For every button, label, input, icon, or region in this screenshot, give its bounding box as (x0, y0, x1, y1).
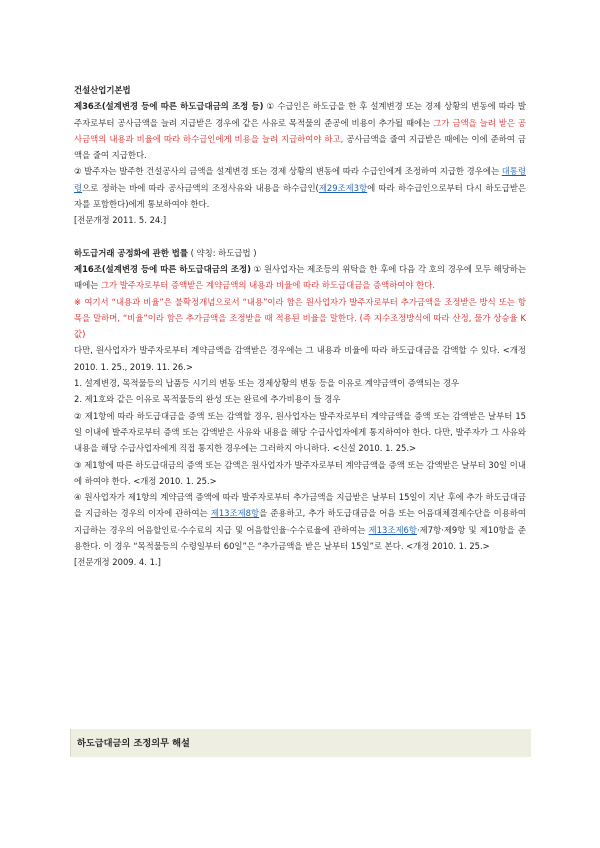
list-item: 2. 제1호와 같은 이유로 목적물등의 완성 또는 완료에 추가비용이 들 경우 (74, 394, 341, 405)
law-title-construction: 건설산업기본법 (74, 85, 131, 95)
section-title: 하도급대금의 조정의무 해설 (77, 738, 190, 749)
explanatory-note: ※ 여기서 “내용과 비율”은 불확정개념으로서 “내용”이라 함은 원사업자가 발주자로부터 추가금액을 조정받은 방식 또는 항목을 말하며, “비율”이라 함은 추가금액을 조정받을 때 적용된 비율을 말한다. (즉 지수조정방식에 따라 산정, 물가 상승율 K값) (74, 296, 526, 340)
article-16-paragraph-1: 제16조(설계변경 등에 따른 하도급대금의 조정) ① 원사업자는 제조등의 위탁을 한 후에 다음 각 호의 경우에 모두 해당하는 때에는 그가 발주자로부터 증액받은 계약금액의 내용과 비율에 따라 하도급대금을 증액하여야 한다. (74, 263, 526, 291)
list-item: 1. 설계변경, 목적물등의 납품등 시기의 변동 또는 경제상황의 변동 등을 이유로 계약금액이 증액되는 경우 (74, 378, 460, 389)
revision-note: [전문개정 2009. 4. 1.] (74, 557, 161, 568)
document-body (74, 82, 526, 571)
article-16-proviso: 다만, 원사업자가 발주자로부터 계약금액을 감액받은 경우에는 그 내용과 비율에 따라 하도급대금을 감액할 수 있다. <개정 2010. 1. 25., 2019. 11. 26.> (74, 345, 526, 372)
article-13-6-link[interactable]: 제13조제6항 (368, 524, 417, 535)
article-36-paragraph-2: ② 발주자는 발주한 건설공사의 금액을 설계변경 또는 경제 상황의 변동에 따라 수급인에게 조정하여 지급한 경우에는 대통령령으로 정하는 바에 따라 공사금액의 조정사유와 내용을 하수급인(제29조제3항에 따라 하수급인으로부터 다시 하도급받은 자를 포함한다)에게 통보하여야 한다. (74, 166, 526, 210)
article-16-paragraph-3: ③ 제1항에 따른 하도급대금의 증액 또는 감액은 원사업자가 발주자로부터 계약금액을 증액 또는 감액받은 날부터 30일 이내에 하여야 한다. <개정 2010. 1. 25.> (74, 459, 526, 486)
revision-note: [전문개정 2011. 5. 24.] (74, 215, 167, 226)
article-16-paragraph-4: ④ 원사업자가 제1항의 계약금액 증액에 따라 발주자로부터 추가금액을 지급받은 날부터 15일이 지난 후에 추가 하도급대금을 지급하는 경우의 이자에 관하여는 제13조제8항을 준용하고, 추가 하도급대금을 어음 또는 어음대체결제수단을 이용하여 지급하는 경우의 어음할인료·수수료의 지급 및 어음할인율·수수료율에 관하여는 제13조제6항·제7항·제9항 및 제10항을 준용한다. 이 경우 “목적물등의 수령일부터 60일”은 “추가금액을 받은 날부터 15일”로 본다. <개정 2010. 1. 25.> (74, 492, 527, 552)
article-29-3-link[interactable]: 제29조제3항 (318, 182, 368, 193)
highlighted-clause: 그가 금액을 늘려 받은 공사금액의 내용과 비율에 따라 하수급인에게 비용을 늘려 지급하여야 하고, (74, 117, 526, 144)
highlighted-clause: 그가 발주자로부터 증액받은 계약금액의 내용과 비율에 따라 하도급대금을 증액하여야 한다. (100, 280, 435, 291)
article-16-heading: 제16조(설계변경 등에 따른 하도급대금의 조정) (74, 263, 251, 274)
article-16-paragraph-2: ② 제1항에 따라 하도급대금을 증액 또는 감액할 경우, 원사업자는 발주자로부터 계약금액을 증액 또는 감액받은 날부터 15일 이내에 발주자로부터 증액 또는 감액받은 사유와 내용을 해당 수급사업자에게 통지하여야 한다. 다만, 발주자가 그 사유와 내용을 해당 수급사업자에게 직접 통지한 경우에는 그러하지 아니하다. <신설 2010. 1. 25.> (74, 410, 526, 454)
article-36-heading: 제36조(설계변경 등에 따른 하도급대금의 조정 등) (74, 101, 264, 112)
article-13-8-link[interactable]: 제13조제8항 (210, 508, 260, 519)
presidential-decree-link[interactable]: 대통령령 (74, 166, 526, 193)
law-title-subcontracting: 하도급거래 공정화에 관한 법률 ( 약칭: 하도급법 ) (74, 247, 257, 258)
article-36-paragraph-1: 제36조(설계변경 등에 따른 하도급대금의 조정 등) ① 수급인은 하도급을 한 후 설계변경 또는 경제 상황의 변동에 따라 발주자로부터 공사금액을 늘려 지급받은 경우에 같은 사유로 목적물의 준공에 비용이 추가될 때에는 그가 금액을 늘려 받은 공사금액의 내용과 비율에 따라 하수급인에게 비용을 늘려 지급하여야 하고, 공사금액을 줄여 지급받은 때에는 이에 준하여 금액을 줄여 지급한다. (74, 101, 527, 161)
section-header (70, 729, 531, 757)
